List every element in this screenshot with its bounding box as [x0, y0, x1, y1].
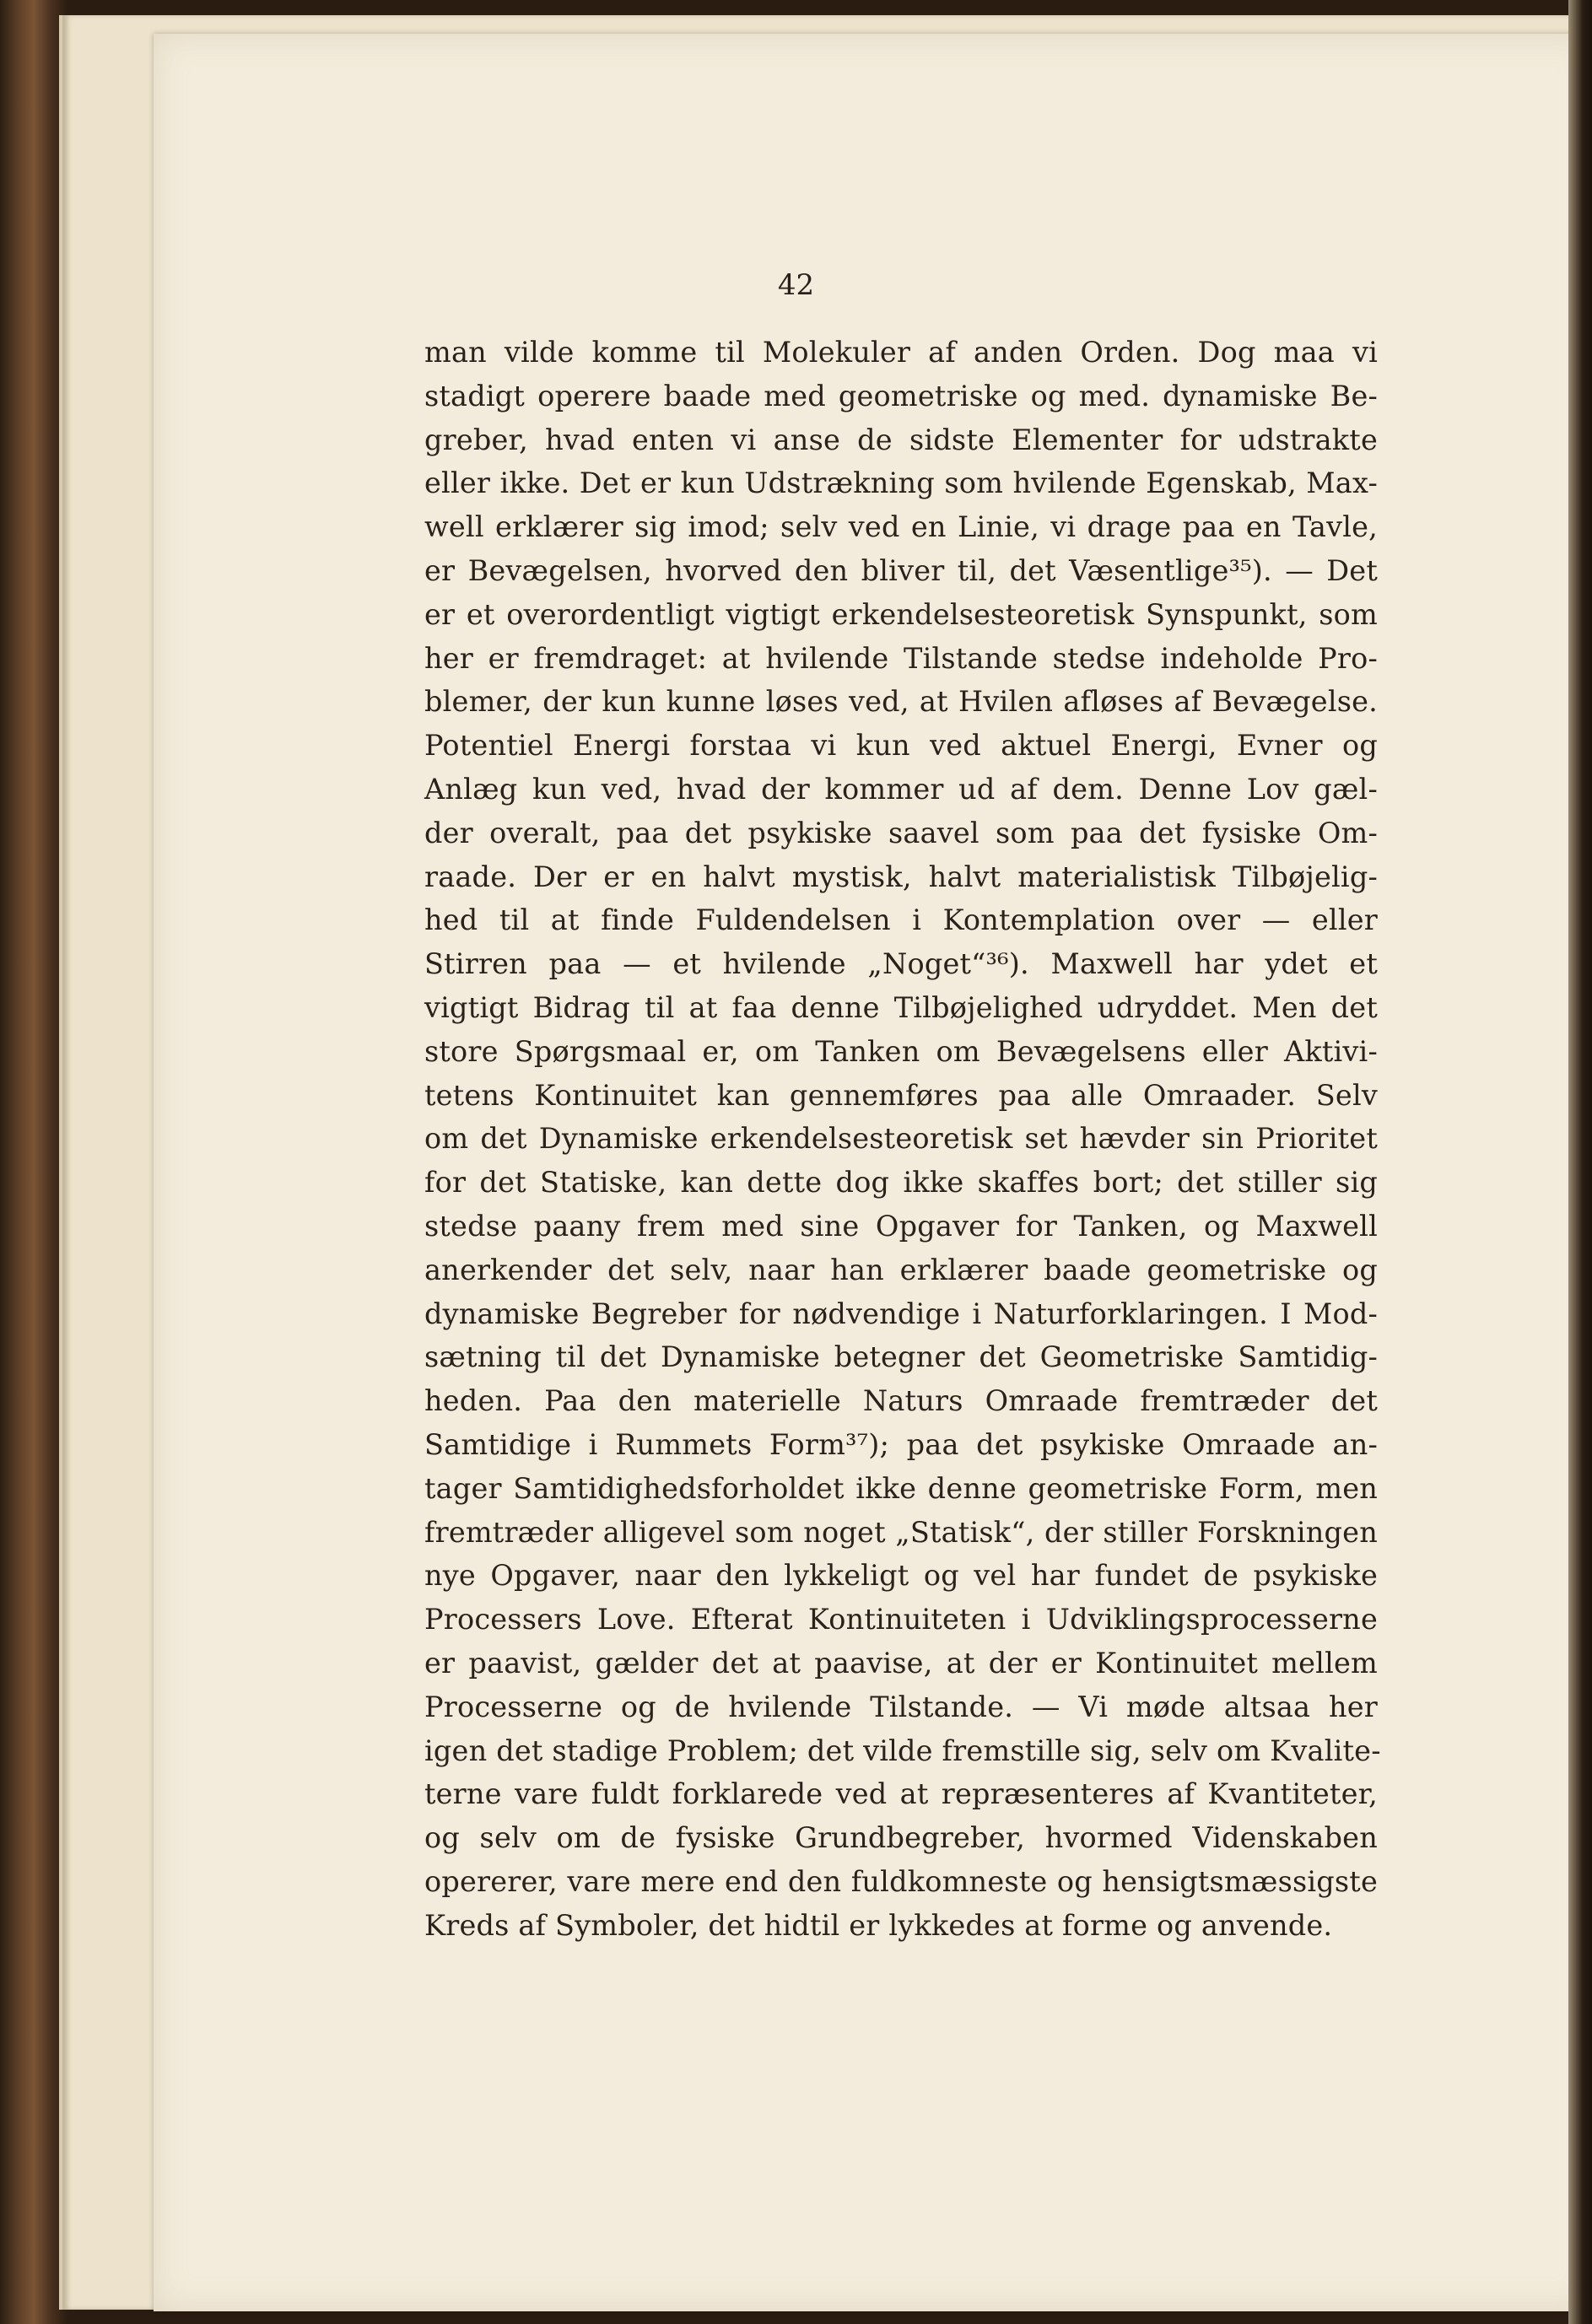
text-line: store Spørgsmaal er, om Tanken om Bevægelsens eller Aktivi- [424, 1034, 1378, 1068]
text-line: man vilde komme til Molekuler af anden Orden. Dog maa vi [424, 336, 1378, 369]
text-line: Processerne og de hvilende Tilstande. — Vi møde altsaa her [424, 1690, 1378, 1723]
text-line: Potentiel Energi forstaa vi kun ved aktuel Energi, Evner og [424, 729, 1378, 763]
text-line: heden. Paa den materielle Naturs Omraade fremtræder det [424, 1384, 1378, 1418]
text-line: Samtidige i Rummets Form³⁷); paa det psykiske Omraade an- [424, 1427, 1378, 1461]
book-right-edge [1568, 0, 1592, 2324]
text-line: tetens Kontinuitet kan gennemføres paa alle Omraader. Selv [424, 1078, 1378, 1112]
text-line: raade. Der er en halvt mystisk, halvt materialistisk Tilbøjelig- [424, 860, 1378, 893]
text-line: og selv om de fysiske Grundbegreber, hvormed Videnskaben [424, 1821, 1378, 1855]
text-line: terne vare fuldt forklarede ved at repræsenteres af Kvantiteter, [424, 1777, 1378, 1811]
text-line: Anlæg kun ved, hvad der kommer ud af dem. Denne Lov gæl- [424, 772, 1378, 806]
text-line: well erklærer sig imod; selv ved en Linie, vi drage paa en Tavle, [424, 510, 1378, 544]
text-line: fremtræder alligevel som noget „Statisk“, der stiller Forskningen [424, 1515, 1378, 1549]
page-number: 42 [777, 268, 815, 302]
text-line: greber, hvad enten vi anse de sidste Elementer for udstrakte [424, 423, 1378, 456]
text-line: tager Samtidighedsforholdet ikke denne geometriske Form, men [424, 1471, 1378, 1505]
text-line: om det Dynamiske erkendelsesteoretisk set hævder sin Prioritet [424, 1122, 1378, 1156]
text-line: er et overordentligt vigtigt erkendelsesteoretisk Synspunkt, som [424, 597, 1378, 631]
body-text [424, 331, 1381, 1947]
text-line: anerkender det selv, naar han erklærer baade geometriske og [424, 1253, 1378, 1286]
text-line: her er fremdraget: at hvilende Tilstande stedse indeholde Pro- [424, 641, 1378, 675]
text-line: igen det stadige Problem; det vilde fremstille sig, selv om Kvalite- [424, 1734, 1381, 1767]
text-line: stedse paany frem med sine Opgaver for Tanken, og Maxwell [424, 1209, 1378, 1243]
text-line: opererer, vare mere end den fuldkomneste og hensigtsmæssigste [424, 1864, 1378, 1898]
text-line: er Bevægelsen, hvorved den bliver til, det Væsentlige³⁵). — Det [424, 553, 1378, 587]
text-line: for det Statiske, kan dette dog ikke skaffes bort; det stiller sig [424, 1166, 1378, 1200]
text-line: Kreds af Symboler, det hidtil er lykkedes at forme og anvende. [424, 1908, 1333, 1942]
text-line: eller ikke. Det er kun Udstrækning som hvilende Egenskab, Max- [424, 466, 1378, 500]
text-line: Processers Love. Efterat Kontinuiteten i Udviklingsprocesserne [424, 1603, 1378, 1637]
text-line: dynamiske Begreber for nødvendige i Naturforklaringen. I Mod- [424, 1297, 1378, 1330]
text-line: vigtigt Bidrag til at faa denne Tilbøjelighed udryddet. Men det [424, 990, 1378, 1024]
text-line: blemer, der kun kunne løses ved, at Hvilen afløses af Bevægelse. [424, 685, 1378, 719]
text-line: stadigt operere baade med geometriske og med. dynamiske Be- [424, 379, 1378, 412]
text-line: nye Opgaver, naar den lykkeligt og vel har fundet de psykiske [424, 1559, 1378, 1593]
text-line: hed til at finde Fuldendelsen i Kontemplation over — eller [424, 903, 1378, 937]
text-line: der overalt, paa det psykiske saavel som paa det fysiske Om- [424, 816, 1378, 849]
text-line: er paavist, gælder det at paavise, at der er Kontinuitet mellem [424, 1646, 1378, 1680]
text-line: sætning til det Dynamiske betegner det Geometriske Samtidig- [424, 1340, 1378, 1374]
text-line: Stirren paa — et hvilende „Noget“³⁶). Maxwell har ydet et [424, 947, 1378, 981]
